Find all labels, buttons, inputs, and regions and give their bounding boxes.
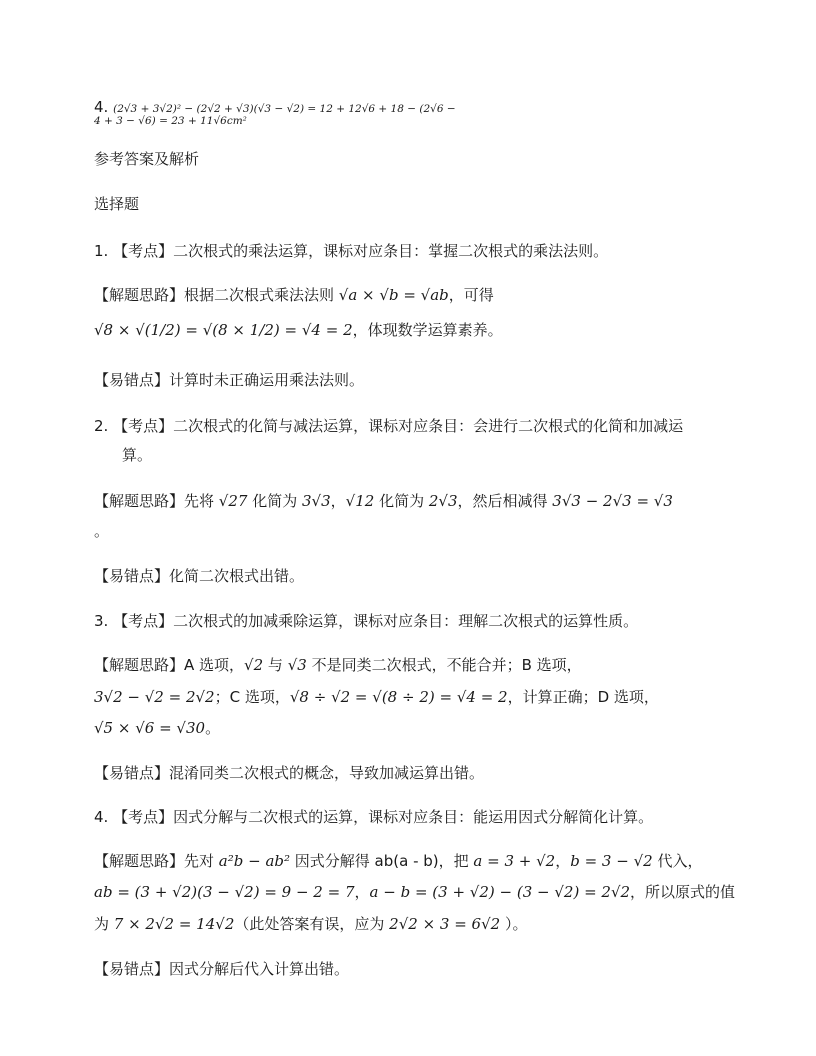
item1-silu-line2 <box>94 319 503 341</box>
item2-silu-math-4: 2√3 <box>428 492 458 510</box>
item3-kaodian: 3. 【考点】二次根式的加减乘除运算，课标对应条目：理解二次根式的运算性质。 <box>94 612 639 630</box>
item3-silu-line2 <box>94 686 659 708</box>
item4-silu-text-e: ， <box>354 883 370 901</box>
item2-silu-text-e: ，然后相减得 <box>457 492 553 510</box>
item2-silu-math-1: √27 <box>218 492 248 510</box>
item4-silu-text-c: ， <box>555 852 571 870</box>
item4-silu-math-6: 7 × 2√2 = 14√2 <box>113 915 235 933</box>
item4-silu-math-1: a²b − ab² <box>218 852 291 870</box>
item2-kaodian-line1: 2. 【考点】二次根式的化简与减法运算，课标对应条目：会进行二次根式的化简和加减运 <box>94 417 684 435</box>
item4-silu-text-h: （此处答案有误，应为 <box>234 915 390 933</box>
item2-silu-math-2: 3√3 <box>301 492 331 510</box>
q4-top-number: 4. <box>94 98 109 116</box>
item3-silu-math-2: √3 <box>287 656 307 674</box>
item1-silu-text-c: ，体现数学运算素养。 <box>352 321 503 339</box>
item3-silu-text-a: 【解题思路】A 选项， <box>94 656 245 674</box>
item3-silu-math-4: √8 ÷ √2 = √(8 ÷ 2) = √4 = 2 <box>289 688 508 706</box>
item1-silu-math-a: √a × √b = √ab <box>338 286 449 304</box>
q4-top-formula-2: 4 + 3 − √6) = 23 + 11√6cm² <box>94 115 247 127</box>
item1-silu-line1 <box>94 284 494 306</box>
item3-silu-text-b: 与 <box>263 656 288 674</box>
item4-silu-text-a: 【解题思路】先对 <box>94 852 219 870</box>
item3-silu-text-d: ；C 选项， <box>214 688 290 706</box>
answer-heading: 参考答案及解析 <box>94 150 200 168</box>
item2-silu-math-3: √12 <box>345 492 375 510</box>
item4-kaodian: 4. 【考点】因式分解与二次根式的运算，课标对应条目：能运用因式分解简化计算。 <box>94 808 654 826</box>
item4-silu-text-g: 为 <box>94 915 114 933</box>
item4-yicuo: 【易错点】因式分解后代入计算出错。 <box>94 960 350 978</box>
item4-silu-math-4: ab = (3 + √2)(3 − √2) = 9 − 2 = 7 <box>94 883 355 901</box>
item4-silu-line1 <box>94 850 702 872</box>
item3-yicuo: 【易错点】混淆同类二次根式的概念，导致加减运算出错。 <box>94 764 485 782</box>
item2-silu-text-d: 化简为 <box>374 492 429 510</box>
item4-silu-math-2: a = 3 + √2 <box>473 852 556 870</box>
item1-kaodian: 1. 【考点】二次根式的乘法运算，课标对应条目：掌握二次根式的乘法法则。 <box>94 242 609 260</box>
item3-silu-text-e: ，计算正确；D 选项， <box>507 688 659 706</box>
item2-silu-text-b: 化简为 <box>247 492 302 510</box>
item3-silu-text-c: 不是同类二次根式，不能合并；B 选项， <box>306 656 582 674</box>
item4-silu-text-d: 代入， <box>652 852 703 870</box>
item4-silu-line3 <box>94 913 527 935</box>
item1-silu-math-b: √8 × √(1/2) = √(8 × 1/2) = √4 = 2 <box>94 321 353 339</box>
item3-silu-line1 <box>94 654 582 676</box>
item1-silu-text-b: ，可得 <box>448 286 494 304</box>
item3-silu-line3 <box>94 717 220 739</box>
item2-silu-math-5: 3√3 − 2√3 = √3 <box>552 492 673 510</box>
item4-silu-text-i: ）。 <box>500 915 528 933</box>
item1-silu-text-a: 【解题思路】根据二次根式乘法法则 <box>94 286 339 304</box>
item4-silu-text-b: 因式分解得 ab(a - b)，把 <box>290 852 474 870</box>
item3-silu-text-f: 。 <box>205 719 221 737</box>
item2-yicuo: 【易错点】化简二次根式出错。 <box>94 567 305 585</box>
item1-yicuo: 【易错点】计算时未正确运用乘法法则。 <box>94 371 365 389</box>
q4-top-formula-1: (2√3 + 3√2)² − (2√2 + √3)(√3 − √2) = 12 + 12√6 + 18 − (2√6 − <box>113 103 456 115</box>
item2-silu-text-a: 【解题思路】先将 <box>94 492 219 510</box>
item4-silu-math-7: 2√2 × 3 = 6√2 <box>389 915 501 933</box>
item3-silu-math-3: 3√2 − √2 = 2√2 <box>94 688 215 706</box>
q4-top-line2 <box>94 108 247 132</box>
item4-silu-line2 <box>94 881 735 903</box>
item2-kaodian-line2: 算。 <box>122 446 153 464</box>
section-title: 选择题 <box>94 195 140 213</box>
item4-silu-text-f: ，所以原式的值 <box>630 883 736 901</box>
item4-silu-math-3: b = 3 − √2 <box>570 852 653 870</box>
item3-silu-math-5: √5 × √6 = √30 <box>94 719 206 737</box>
item4-silu-math-5: a − b = (3 + √2) − (3 − √2) = 2√2 <box>369 883 631 901</box>
item2-silu-line1 <box>94 490 673 512</box>
item3-silu-math-1: √2 <box>244 656 264 674</box>
item2-silu-text-c: ， <box>330 492 346 510</box>
item2-silu-end: 。 <box>94 522 110 540</box>
